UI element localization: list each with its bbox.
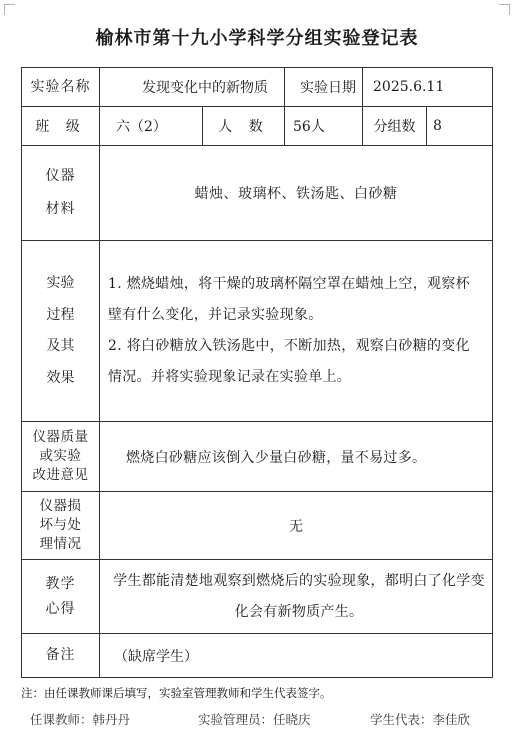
signature-teacher: 任课教师：韩丹丹 bbox=[30, 712, 131, 727]
form-title: 榆林市第十九小学科学分组实验登记表 bbox=[95, 28, 419, 49]
corner-mark-top-left bbox=[4, 4, 15, 15]
damage-label: 仪器损 坏与处 理情况 bbox=[22, 492, 100, 560]
process-value bbox=[100, 241, 493, 422]
process-label: 实验 过程 及其 效果 bbox=[22, 241, 100, 422]
row-name-date bbox=[22, 68, 493, 107]
reflection-label: 教学 心得 bbox=[22, 560, 100, 634]
row-remarks bbox=[22, 634, 493, 678]
class-value: 六（2） bbox=[100, 107, 203, 146]
groups-value: 8 bbox=[427, 107, 493, 146]
materials-value: 蜡烛、玻璃杯、铁汤匙、白砂糖 bbox=[100, 146, 493, 241]
remarks-label: 备注 bbox=[22, 634, 100, 678]
signature-student-rep: 学生代表：李佳欣 bbox=[370, 712, 471, 727]
row-reflection bbox=[22, 560, 493, 634]
experiment-name-value: 发现变化中的新物质 bbox=[100, 68, 285, 107]
remarks-value: （缺席学生） bbox=[100, 634, 493, 678]
process-step-1: 1. 燃烧蜡烛，将干燥的玻璃杯隔空罩在蜡烛上空，观察杯壁有什么变化，并记录实验现象。 bbox=[108, 276, 470, 323]
fill-note: 注：由任课教师课后填写，实验室管理教师和学生代表签字。 bbox=[21, 686, 332, 700]
experiment-date-label: 实验日期 bbox=[300, 80, 356, 96]
row-materials bbox=[22, 146, 493, 241]
quality-label: 仪器质量 或实验 改进意见 bbox=[22, 422, 100, 492]
quality-value: 燃烧白砂糖应该倒入少量白砂糖，量不易过多。 bbox=[100, 422, 493, 492]
row-quality bbox=[22, 422, 493, 492]
reflection-value: 学生都能清楚地观察到燃烧后的实验现象，都明白了化学变化会有新物质产生。 bbox=[100, 560, 493, 634]
experiment-name-label: 实验名称 bbox=[22, 68, 100, 107]
headcount-label: 人 数 bbox=[203, 107, 285, 146]
groups-label: 分组数 bbox=[363, 107, 427, 146]
corner-mark-top-right bbox=[499, 4, 510, 15]
process-step-2: 2. 将白砂糖放入铁汤匙中，不断加热，观察白砂糖的变化情况。并将实验现象记录在实验单上。 bbox=[108, 338, 470, 385]
materials-label: 仪器 材料 bbox=[22, 146, 100, 241]
experiment-record-table bbox=[21, 67, 493, 678]
row-damage bbox=[22, 492, 493, 560]
signature-lab-manager: 实验管理员：任晓庆 bbox=[198, 712, 311, 727]
damage-value: 无 bbox=[100, 492, 493, 560]
headcount-value: 56人 bbox=[285, 107, 363, 146]
row-class-count-groups bbox=[22, 107, 493, 146]
class-label: 班 级 bbox=[22, 107, 100, 146]
experiment-date-value: 2025.6.11 bbox=[363, 68, 493, 107]
row-process bbox=[22, 241, 493, 422]
